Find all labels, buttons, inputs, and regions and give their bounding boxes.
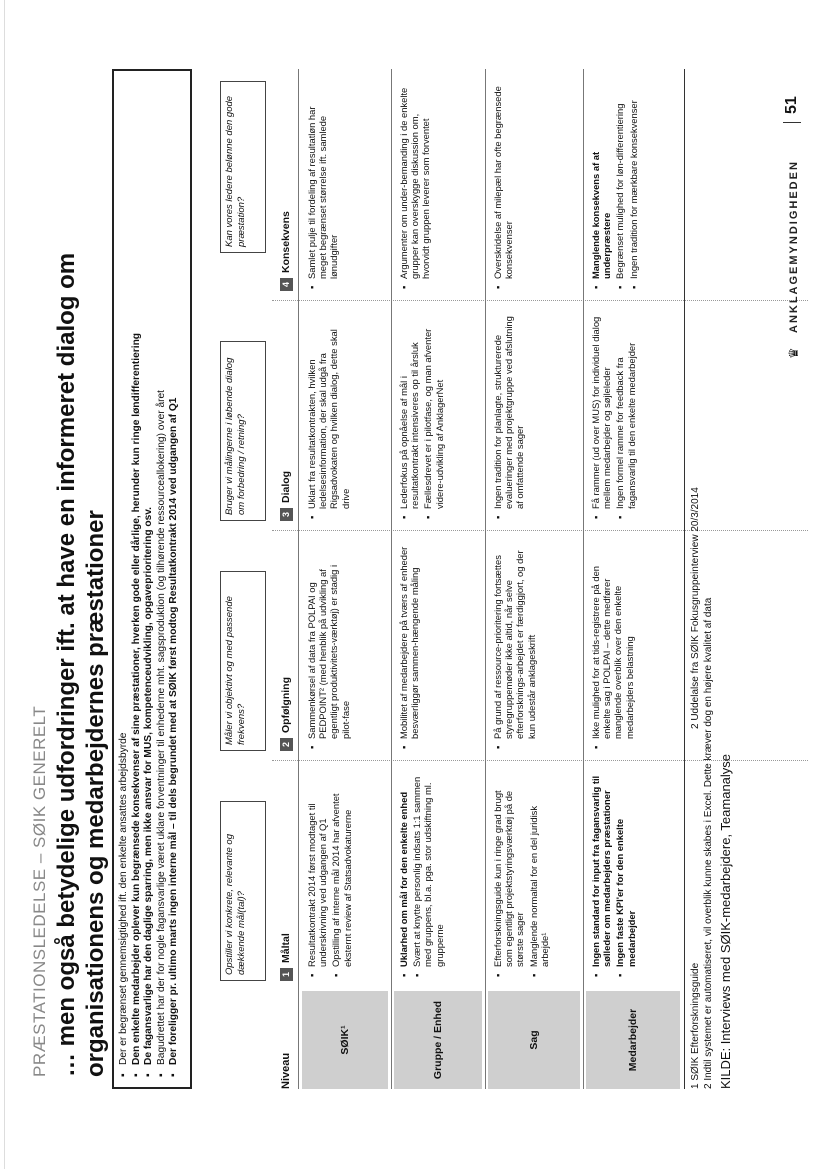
row-level-gruppe-enhed: Gruppe / Enhed (394, 991, 482, 1089)
cell-bullet: ▪ Begrænset mulighed for løn-differentiering (614, 84, 625, 289)
table-cell (590, 544, 637, 749)
row-level-sag: Sag (488, 991, 580, 1089)
table-cell (398, 84, 434, 289)
summary-bullet: ▪ Den enkelte medarbejder oplever kun begrænsede konsekvenser af sine præstationer, hverken gode eller dårlige, herunder kun ringe løndifferentiering (131, 81, 144, 1077)
table-rule (485, 69, 486, 1089)
table-cell (492, 544, 539, 749)
cell-bullet: ▪ Ingen tradition for mærkbare konsekvenser (628, 84, 639, 289)
column-header-konsekvens (276, 211, 296, 291)
cell-bullet: ▪ Efterforskningsguide kun i ringe grad brugt som egentligt projektstyringsværktøj på de største sager (492, 772, 526, 977)
summary-box (112, 69, 192, 1089)
footnote-1: 1 SØIK Efterforskningsguide (690, 962, 701, 1089)
page-title (52, 57, 110, 1077)
table-rule (583, 69, 584, 1089)
section-label: PRÆSTATIONSLEDELSE – SØIK GENERELT (30, 705, 49, 1077)
cell-bullet: ▪ Uklart fra resultatkontrakten, hvilken ledelsesinformation, der skal udgå fra Rigsadvokaten og hvilken dialog, dette skal drive (306, 314, 351, 519)
column-divider (272, 530, 808, 531)
table-cell (492, 772, 552, 977)
column-divider (272, 300, 808, 301)
table-cell (398, 544, 422, 749)
summary-bullet: ▪ De fagansvarlige har den daglige sparring, men ikke ansvar for MUS, kompetenceudvikling, opgaveprioritering osv. (143, 81, 156, 1077)
table-cell (306, 84, 342, 289)
footnote-2b: 2 Indtil systemet er automatiseret, vil overblik kunne skabes i Excel. Dette kræver dog en højere kvalitet af data (703, 597, 714, 1089)
row-level-medarbejder: Medarbejder (586, 991, 680, 1089)
page-title-line-2: organisationens og medarbejdernes præstationer (82, 510, 109, 1077)
table-cell (492, 84, 516, 289)
table-rule (684, 69, 685, 1089)
row-level-soik: SØIK¹ (302, 991, 388, 1089)
cell-bullet: ▪ Lederfokus på opnåelse af mål i resultatkontrakt intensiveres op til årsluk (398, 314, 420, 519)
cell-bullet: ▪ Manglende normaltal for en del juridisk arbejde¹ (528, 772, 550, 977)
table-cell (590, 84, 641, 289)
footer-brand: ANKLAGEMYNDIGHEDEN (788, 160, 800, 333)
cell-bullet: ▪ Argumenter om under-bemanding i de enkelte grupper kan overskygge diskussion om, hvorvidt gruppen leverer som forventet (398, 84, 432, 289)
summary-bullet: ▪ Der er begrænset gennemsigtighed ift. den enkelte ansattes arbejdsbyrde (118, 81, 131, 1077)
column-header-label: Dialog (280, 470, 292, 503)
column-header-opfolgning (276, 677, 296, 751)
table-cell (590, 772, 639, 977)
crown-icon: ♛ (786, 347, 801, 359)
cell-bullet: ▪ Ingen tradition for planlagte, strukturerede evalueringer med projektgruppe ved afslutning af omfattende sager (492, 314, 526, 519)
cell-bullet: ▪ Ingen faste KPI'er for den enkelte medarbejder (614, 772, 636, 977)
cell-bullet: ▪ Mobilitet af medarbejdere på tværs af enheder besværliggør sammen-hængende måling (398, 544, 420, 749)
table-cell (492, 314, 528, 519)
cell-bullet: ▪ Få rammer (ud over MUS) for individuel dialog mellem medarbejder og søjleleder (590, 314, 612, 519)
cell-bullet: ▪ Fællesdrevet er i pilotfase, og man afventer videre-udvikling af AnklagerNet (422, 314, 444, 519)
level-column-header: Niveau (280, 1052, 292, 1089)
source-note: KILDE: Interviews med SØIK-medarbejdere, Teamanalyse (718, 753, 733, 1089)
question-box-maltal: Opstiller vi konkrete, relevante og dækkende mål(tal)? (220, 801, 266, 981)
page-number: 51 (783, 96, 801, 123)
table-cell (398, 314, 447, 519)
column-number-badge: 4 (280, 278, 293, 291)
scan-edge-top (4, 0, 5, 1169)
table-cell (398, 772, 447, 977)
cell-bullet: ▪ Samlet pulje til fordeling af resultatløn har meget begrænset størrelse ift. samlede lønudgifter (306, 84, 340, 289)
cell-bullet: ▪ På grund af ressource-prioritering fortsættes styregruppemøder ikke altid, når selve efterforsknings-arbejdet er færdiggjort, og der kun udestår anklageskrift (492, 544, 537, 749)
column-number-badge: 1 (280, 968, 293, 981)
table-cell (306, 544, 353, 749)
cell-bullet: ▪ Overskridelse af milepæl har ofte begrænsede konsekvenser (492, 84, 514, 289)
table-cell (590, 314, 639, 519)
column-number-badge: 2 (280, 738, 293, 751)
table-rule (298, 69, 299, 1089)
table-cell (306, 772, 355, 977)
column-header-maltal (276, 933, 296, 981)
summary-bullet: ▪ Der foreligger pr. ultimo marts ingen interne mål – til dels begrundet med at SØIK først modtog Resultatkontrakt 2014 ved udgangen af Q1 (168, 81, 181, 1077)
summary-bullet: ▪ Bagudrettet har der for nogle fagansvarlige været uklare forventninger til enhederne mht. sagsproduktion (og tilhørende ressourceallokering) over året (156, 81, 169, 1077)
cell-bullet: ▪ Sammenkørsel af data fra POLPAI og PEDPOINT² (med henblik på udvikling af egentligt produktivitets-værktøj) er stadig i pilot-fase (306, 544, 351, 749)
column-header-dialog (276, 471, 296, 521)
column-header-label: Måltal (280, 933, 292, 963)
question-box-konsekvens: Kan vores ledere belønne den gode præstation? (220, 81, 266, 253)
question-box-dialog: Bruger vi målingerne i løbende dialog om forbedring / retning? (220, 341, 266, 521)
table-cell (306, 314, 353, 519)
column-header-label: Konsekvens (280, 211, 292, 273)
question-box-opfolgning: Måler vi objektivt og med passende frekvens? (220, 571, 266, 751)
cell-bullet: ▪ Svært at knytte personlig indsats 1:1 sammen med gruppens, bl.a. pga. stor udskiftning ml. grupperne (411, 772, 445, 977)
cell-bullet: ▪ Opstilling af interne mål 2014 har afventet eksternt review af Statsadvokaturerne (330, 772, 352, 977)
footnote-2a: 2 Uddelalse fra SØIK Fokusgruppeinterview 20/3/2014 (690, 487, 701, 729)
cell-bullet: ▪ Uklarhed om mål for den enkelte enhed (398, 772, 409, 977)
column-header-label: Opfølgning (280, 677, 292, 733)
cell-bullet: ▪ Resultatkontrakt 2014 først modtaget til underskrivning ved udgangen af Q1 (306, 772, 328, 977)
cell-bullet: ▪ Manglende konsekvens af at underpræstere (590, 84, 612, 289)
column-number-badge: 3 (280, 508, 293, 521)
cell-bullet: ▪ Ingen standard for input fra fagansvarlig til sølleder om medarbejders præstationer (590, 772, 612, 977)
table-rule (391, 69, 392, 1089)
cell-bullet: ▪ Ingen formel ramme for feedback fra fagansvarlig til den enkelte medarbejder (614, 314, 636, 519)
cell-bullet: ▪ Ikke mulighed for at tids-registrere på den enkelte sag i POLPAI – dette medfører manglende overblik over den enkelte medarbejders belastning (590, 544, 635, 749)
page-title-line-1: … men også betydelige udfordringer ift. at have en informeret dialog om (53, 252, 80, 1077)
